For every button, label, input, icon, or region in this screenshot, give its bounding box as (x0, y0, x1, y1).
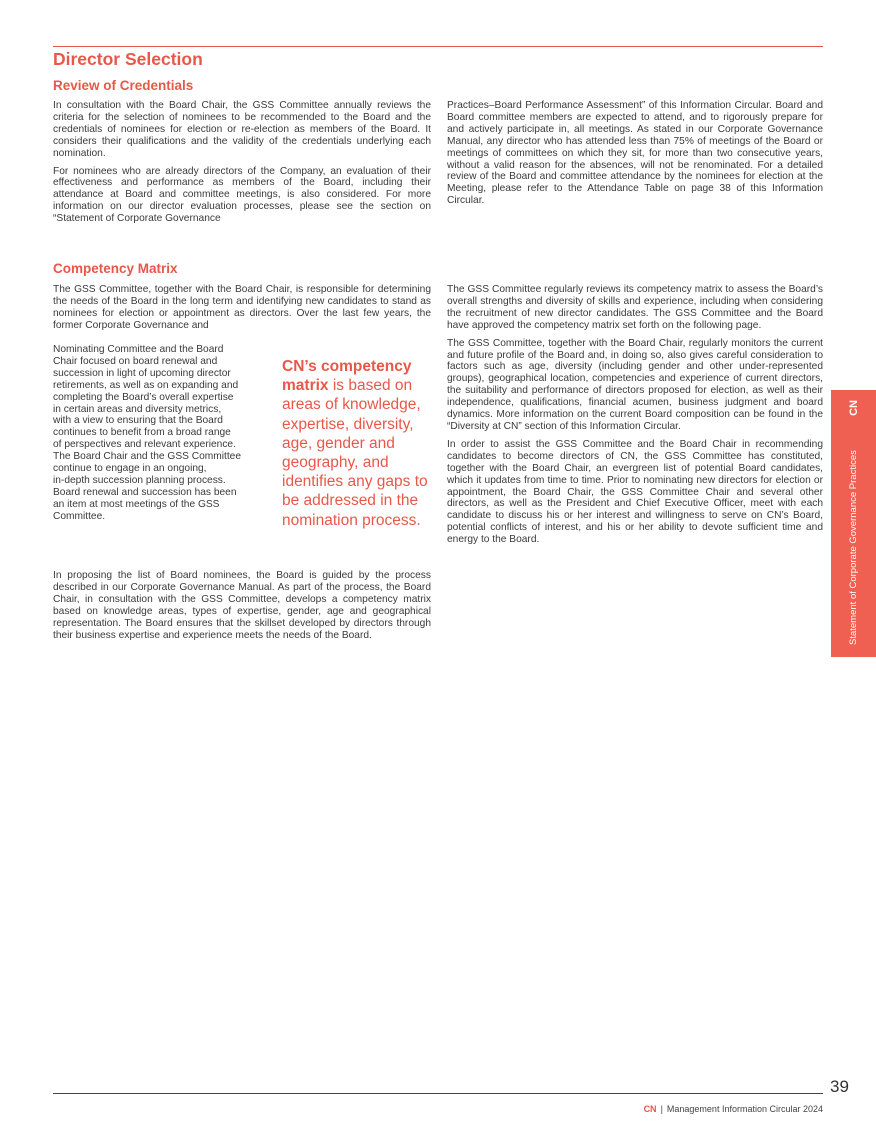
footer-brand: CN (643, 1104, 657, 1114)
pull-quote (282, 357, 432, 530)
narrow-line: in-depth succession planning process. (53, 474, 226, 486)
footer-separator: | (660, 1104, 663, 1114)
page-title: Director Selection (53, 49, 203, 69)
competency-right-paragraph-1: The GSS Committee regularly reviews its competency matrix to assess the Board’s overall strengths and diversity of skills and experience, including when considering the recruitment of new director candidates. The GSS Committee and the Board have approved the competency matrix set forth on the following page. (447, 284, 823, 331)
side-tab-rotated (831, 390, 876, 657)
competency-heading: Competency Matrix (53, 261, 178, 276)
narrow-line: completing the Board’s overall expertise (53, 391, 234, 403)
competency-right-paragraph-3: In order to assist the GSS Committee and the Board Chair in recommending candidates to become directors of CN, the GSS Committee has constituted, together with the Board Chair, an evergreen list of potential Board candidates, which it updates from time to time. Prior to nominating new directors for election or appointment, the Board Chair, the GSS Committee Chair and several other directors, as well as the President and Chief Executive Officer, meet with each candidate to discuss his or her interest and willingness to serve on CN’s Board, potential conflicts of interest, and his or her ability to devote sufficient time and energy to the Board. (447, 438, 823, 546)
competency-final-paragraph: In proposing the list of Board nominees, the Board is guided by the process described in our Corporate Governance Manual. As part of the process, the Board Chair, in consultation with the GSS Committee, develops a competency matrix based on knowledge areas, types of expertise, gender, age and geographical representation. The Board ensures that the skillset developed by directors through their business expertise and experience meets the needs of the Board. (53, 570, 431, 641)
competency-right-paragraph-2: The GSS Committee, together with the Board Chair, regularly monitors the current and future profile of the Board and, in doing so, also gives careful consideration to factors such as age, diversity (including gender and other under-represented groups), geographical location, competencies and experience of current directors, the suitability and performance of directors proposed for election, as well as their independence, qualifications, financial acumen, business judgment and board dynamics. More information on the current Board composition can be found in the “Diversity at CN” section of this Information Circular. (447, 337, 823, 432)
footer (644, 1104, 823, 1114)
top-divider (53, 46, 823, 47)
narrow-line: Committee. (53, 510, 106, 522)
competency-left-final (53, 570, 431, 641)
side-tab-label: Statement of Corporate Governance Practices (848, 450, 859, 645)
narrow-line: continues to benefit from a broad range (53, 427, 231, 439)
footer-text: Management Information Circular 2024 (666, 1104, 823, 1114)
page-number: 39 (830, 1077, 849, 1096)
narrow-line: of perspectives and relevant experience. (53, 439, 236, 451)
review-paragraph-1: In consultation with the Board Chair, the GSS Committee annually reviews the criteria for the selection of nominees to be recommended to the Board and the credentials of nominees for election or re-election as members of the Board. It considers their qualifications and the validity of the credentials underlying each nomination. (53, 100, 431, 159)
competency-left-narrow (53, 344, 267, 523)
bottom-divider (53, 1093, 823, 1094)
review-right-column (447, 100, 823, 213)
review-left-column (53, 100, 431, 231)
competency-right-column (447, 284, 823, 552)
narrow-line: Chair focused on board renewal and (53, 355, 218, 367)
review-paragraph-3: Practices–Board Performance Assessment” of this Information Circular. Board and Board committee members are expected to attend, and to rigorously prepare for and actively participate in, all meetings. As stated in our Corporate Governance Manual, any director who has attended less than 75% of meetings of the Board or meetings of committees on which they sit, for more than two consecutive years, without a valid reason for the absences, will not be renominated. For a detailed review of the Board and committee attendance by the nominees for election at the Meeting, please refer to the Attendance Table on page 38 of this Information Circular. (447, 100, 823, 207)
cn-logo-icon: CN (847, 400, 860, 416)
narrow-line: retirements, as well as on expanding and (53, 379, 239, 391)
side-section-tab (831, 390, 876, 657)
review-paragraph-2: For nominees who are already directors of the Company, an evaluation of their effectiveness and performance as members of the Board, including their attendance at Board and committee meetings, is also considered. For more information on our director evaluation processes, please see the section on “Statement of Corporate Governance (53, 165, 431, 225)
review-heading: Review of Credentials (53, 78, 194, 93)
narrow-line: in certain areas and diversity metrics, (53, 403, 222, 415)
competency-intro-paragraph: The GSS Committee, together with the Board Chair, is responsible for determining the needs of the Board in the long term and identifying new candidates to stand as nominees for election or appointment as directors. Over the last few years, the former Corporate Governance and (53, 284, 431, 331)
narrow-line: succession in light of upcoming director (53, 367, 231, 379)
narrow-line: Board renewal and succession has been (53, 486, 237, 498)
competency-left-intro (53, 284, 431, 332)
narrow-line: continue to engage in an ongoing, (53, 463, 207, 475)
pull-quote-text: is based on areas of knowledge, expertise, diversity, age, gender and geography, and identifies any gaps to be addressed in the nomination process. (282, 377, 428, 529)
narrow-line: an item at most meetings of the GSS (53, 498, 220, 510)
narrow-line: The Board Chair and the GSS Committee (53, 451, 241, 463)
narrow-line: Nominating Committee and the Board (53, 344, 224, 355)
pull-quote-bold: CN’s competency matrix (282, 358, 412, 395)
narrow-line: with a view to ensuring that the Board (53, 415, 223, 427)
